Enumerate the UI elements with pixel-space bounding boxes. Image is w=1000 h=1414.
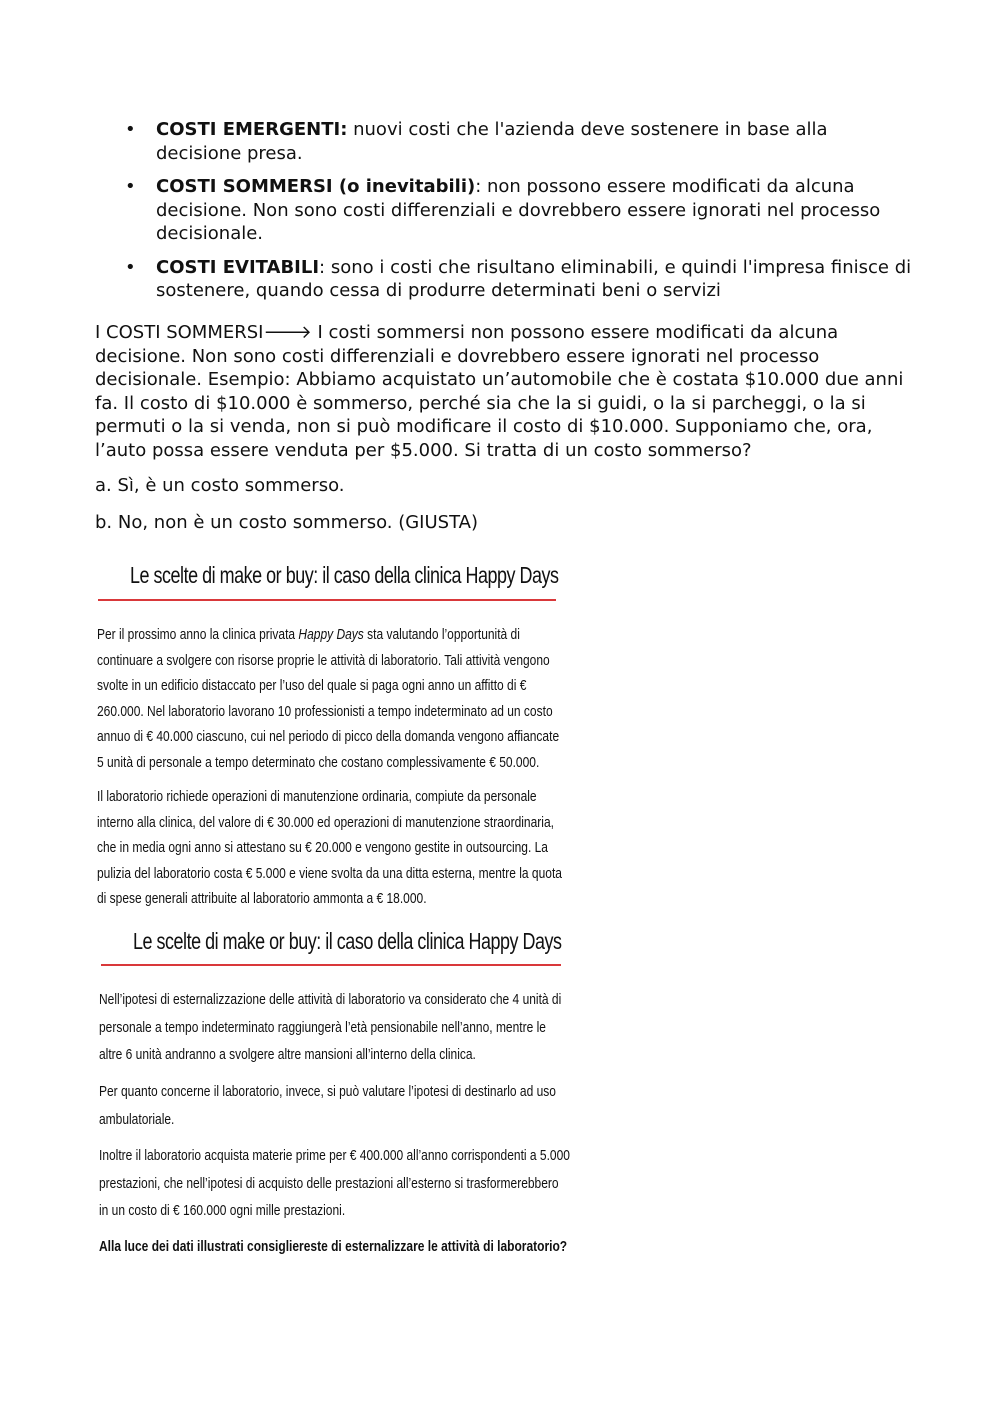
clinic-name: Happy Days (298, 626, 364, 643)
list-item-text: : non possono essere modificati da alcuna decisione. Non sono costi differenziali e dovrebbero essere ignorati nel processo decisionale. (156, 176, 881, 244)
slide-paragraph (97, 622, 569, 775)
text-segment: sta valutando l’opportunità di continuare a svolgere con risorse proprie le attività di laboratorio. Tali attività vengono svolte in un edificio distaccato per l’uso del quale si paga ogni anno un affitto di € 260.000. Nel laboratorio lavorano 10 professionisti a tempo indeterminato ad un costo annuo di € 40.000 ciascuno, cui nel periodo di picco della domanda vengono affiancate 5 unità di personale a tempo determinato che costano complessivamente € 50.000. (97, 626, 560, 771)
title-divider (98, 599, 556, 601)
list-item (125, 118, 915, 165)
answer-option-b: b. No, non è un costo sommerso. (GIUSTA) (95, 512, 479, 533)
list-item (125, 256, 915, 303)
list-item-term: COSTI EMERGENTI: (156, 119, 348, 140)
text-segment: Per il prossimo anno la clinica privata (97, 626, 299, 643)
cost-types-list (125, 118, 915, 313)
slide-title: Le scelte di make or buy: il caso della clinica Happy Days (130, 562, 559, 588)
slide-paragraph: Inoltre il laboratorio acquista materie prime per € 400.000 all’anno corrispondenti a 5.000 prestazioni, che nell’ipotesi di acquisto delle prestazioni all’esterno si trasformerebbero in un costo di € 160.000 ogni mille prestazioni. (99, 1147, 570, 1219)
bullet-symbol: • (125, 176, 136, 197)
list-item-term: COSTI EVITABILI (156, 256, 320, 278)
bullet-symbol: • (125, 119, 136, 140)
slide-title: Le scelte di make or buy: il caso della clinica Happy Days (133, 928, 562, 954)
list-item-text: : sono i costi che risultano eliminabili, e quindi l'impresa finisce di sostenere, quando cessa di produrre determinati beni o servizi (156, 256, 912, 301)
slide-paragraph: Per quanto concerne il laboratorio, invece, si può valutare l’ipotesi di destinarlo ad uso ambulatoriale. (99, 1083, 556, 1128)
title-divider (101, 964, 561, 966)
slide-paragraph: Nell’ipotesi di esternalizzazione delle attività di laboratorio va considerato che 4 unità di personale a tempo indeterminato raggiungerà l’età pensionabile nell’anno, mentre le altre 6 unità andranno a svolgere altre mansioni all’interno della clinica. (99, 991, 562, 1063)
list-item-text: nuovi costi che l'azienda deve sostenere in base alla decisione presa. (156, 119, 828, 164)
bullet-symbol: • (125, 256, 136, 278)
sunk-costs-paragraph: I COSTI SOMMERSI🡒 I costi sommersi non possono essere modificati da alcuna decisione. Non sono costi differenziali e dovrebbero essere ignorati nel processo decisionale. Esempio: Abbiamo acquistato un’automobile che è costata $10.000 due anni fa. Il costo di $10.000 è sommerso, perché sia che la si guidi, o la si parcheggi, o la si permuti o la si venda, non si può modificare il costo di $10.000. Supponiamo che, ora, l’auto possa essere venduta per $5.000. Si tratta di un costo sommerso? (95, 322, 904, 461)
list-item-term: COSTI SOMMERSI (o inevitabili) (156, 176, 476, 197)
slide-question: Alla luce dei dati illustrati consigliereste di esternalizzare le attività di laboratorio? (99, 1238, 568, 1255)
slide-paragraph: Il laboratorio richiede operazioni di manutenzione ordinaria, compiute da personale interno alla clinica, del valore di € 30.000 ed operazioni di manutenzione straordinaria, che in media ogni anno si attestano su € 20.000 e vengono gestite in outsourcing. La pulizia del laboratorio costa € 5.000 e viene svolta da una ditta esterna, mentre la quota di spese generali attribuite al laboratorio ammonta a € 18.000. (97, 788, 562, 907)
list-item (125, 175, 915, 246)
answer-option-a: a. Sì, è un costo sommerso. (95, 475, 345, 496)
